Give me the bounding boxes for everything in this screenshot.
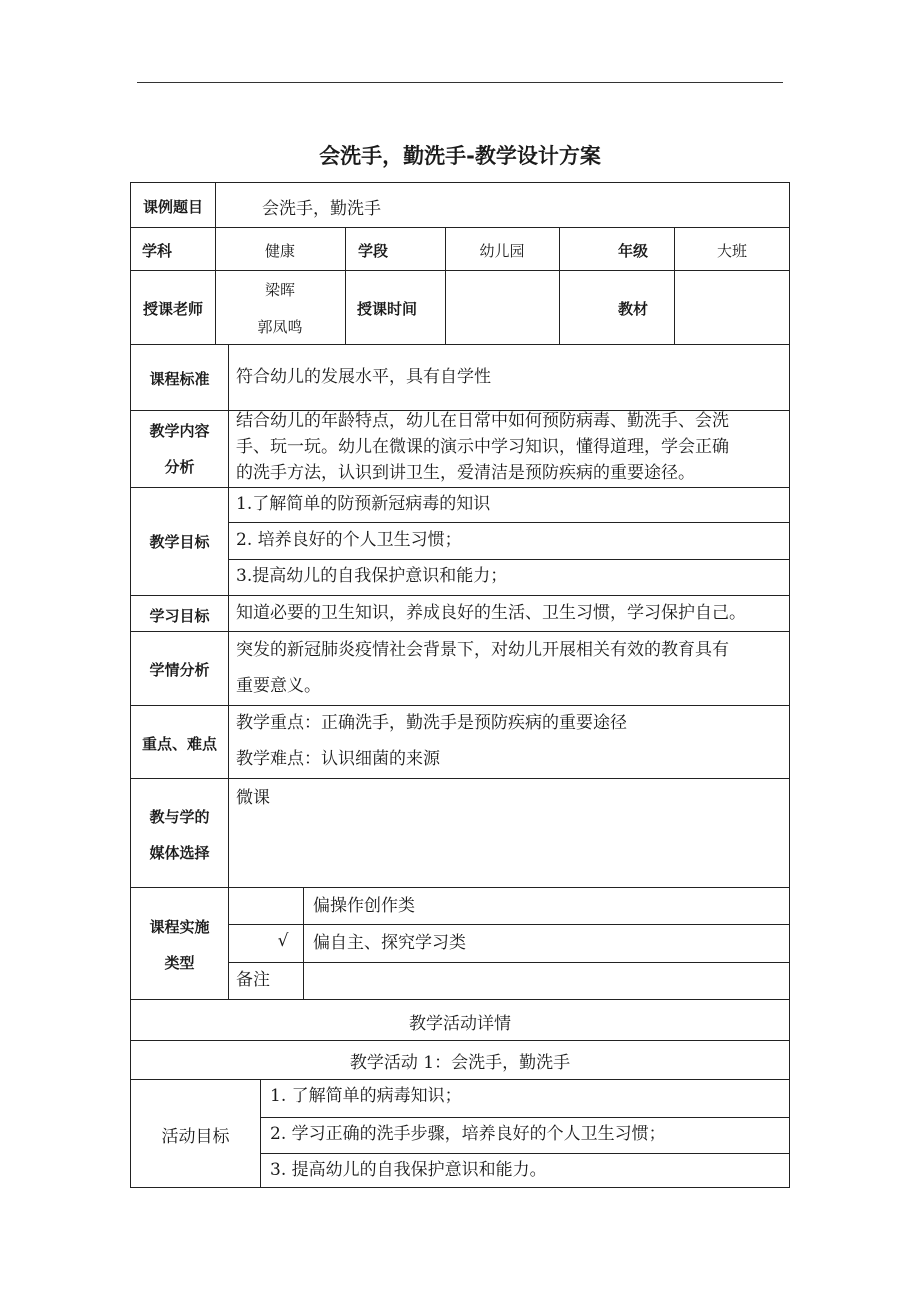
key-point-2: 教学难点：认识细菌的来源 <box>236 749 440 769</box>
teacher-name-1: 梁晖 <box>264 281 295 299</box>
stage-value: 幼儿园 <box>479 242 525 260</box>
teacher-label: 授课老师 <box>142 300 203 318</box>
key-points-label: 重点、难点 <box>141 735 217 753</box>
topic-value: 会洗手，勤洗手 <box>262 199 381 219</box>
course-type-label-2: 类型 <box>164 954 195 972</box>
grade-label: 年级 <box>617 242 648 260</box>
content-analysis-line-2: 手、玩一玩。幼儿在微课的演示中学习知识，懂得道理，学会正确 <box>236 437 729 457</box>
goal-item-1: 1.了解简单的防预新冠病毒的知识 <box>236 494 491 514</box>
goal-item-3: 3.提高幼儿的自我保护意识和能力； <box>236 566 508 586</box>
content-analysis-line-3: 的洗手方法，认识到讲卫生，爱清洁是预防疾病的重要途径。 <box>236 463 695 483</box>
course-type-mark-2: √ <box>277 931 289 951</box>
note-label: 备注 <box>236 970 270 990</box>
topic-label: 课例题目 <box>142 198 203 216</box>
activity1-goal-label: 活动目标 <box>161 1127 230 1147</box>
subject-label: 学科 <box>141 242 172 260</box>
learning-goal-label: 学习目标 <box>149 607 210 625</box>
situation-line-1: 突发的新冠肺炎疫情社会背景下，对幼儿开展相关有效的教育具有 <box>236 640 729 660</box>
media-label-2: 媒体选择 <box>149 844 210 862</box>
activity1-goal-2: 2. 学习正确的洗手步骤，培养良好的个人卫生习惯； <box>270 1124 666 1144</box>
document-title: 会洗手，勤洗手-教学设计方案 <box>319 144 601 168</box>
teacher-name-2: 郭凤鸣 <box>257 318 303 336</box>
content-analysis-label-2: 分析 <box>164 458 195 476</box>
course-type-text-1: 偏操作创作类 <box>313 896 415 916</box>
activity-details-heading: 教学活动详情 <box>409 1014 511 1034</box>
content-analysis-label-1: 教学内容 <box>149 422 210 440</box>
activity1-goal-1: 1. 了解简单的病毒知识； <box>270 1086 462 1106</box>
header-rule <box>137 82 783 83</box>
media-label-1: 教与学的 <box>149 808 210 826</box>
course-type-label-1: 课程实施 <box>149 918 210 936</box>
content-analysis-line-1: 结合幼儿的年龄特点，幼儿在日常中如何预防病毒、勤洗手、会洗 <box>236 411 729 431</box>
goal-item-2: 2. 培养良好的个人卫生习惯； <box>236 530 462 550</box>
stage-label: 学段 <box>357 242 388 260</box>
standard-text: 符合幼儿的发展水平，具有自学性 <box>236 367 491 387</box>
grade-value: 大班 <box>716 242 747 260</box>
goals-label: 教学目标 <box>149 533 210 551</box>
standard-label: 课程标准 <box>149 370 210 388</box>
learning-goal-text: 知道必要的卫生知识，养成良好的生活、卫生习惯，学习保护自己。 <box>236 603 746 623</box>
activity1-goal-3: 3. 提高幼儿的自我保护意识和能力。 <box>270 1160 547 1180</box>
situation-label: 学情分析 <box>149 661 210 679</box>
subject-value: 健康 <box>264 242 295 260</box>
media-text: 微课 <box>236 788 270 808</box>
course-type-text-2: 偏自主、探究学习类 <box>313 933 466 953</box>
time-label: 授课时间 <box>356 300 417 318</box>
situation-line-2: 重要意义。 <box>236 676 321 696</box>
material-label: 教材 <box>617 300 648 318</box>
key-point-1: 教学重点：正确洗手，勤洗手是预防疾病的重要途径 <box>236 713 627 733</box>
activity1-title: 教学活动 1：会洗手，勤洗手 <box>349 1053 571 1073</box>
